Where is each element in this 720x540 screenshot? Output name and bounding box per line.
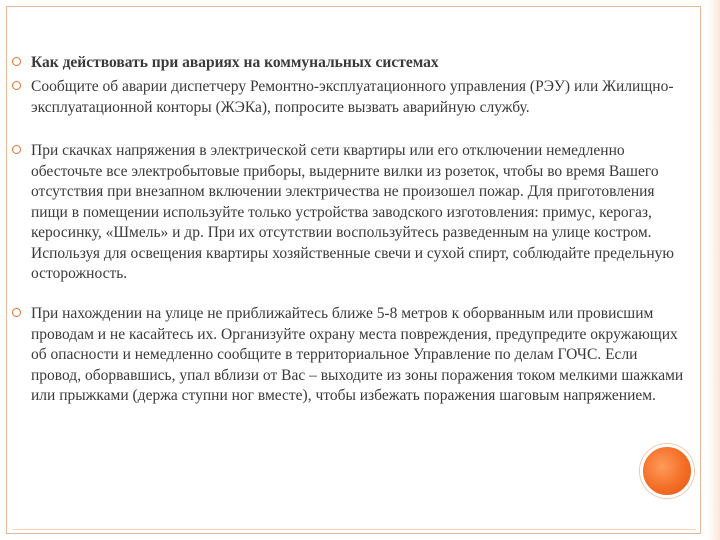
paragraph-report-accident: Сообщите об аварии диспетчеру Ремонтно-эксплуатационного управления (РЭУ) или Жилищно-эксплуатационной конторы (ЖЭКа), попросите вызвать аварийную службу. [31, 78, 674, 116]
slide-heading: Как действовать при авариях на коммунальных системах [31, 54, 439, 71]
bullet-circle-icon [12, 308, 21, 317]
slide-right-edge [708, 0, 720, 540]
bullet-circle-icon [12, 57, 21, 66]
paragraph-power-surge: При скачках напряжения в электрической сети квартиры или его отключении немедленно обесточьте все электробытовые приборы, выдерните вилки из розеток, чтобы во время Вашего отсутствия при внезапном включении электричества не произошел пожар. Для приготовления пищи в помещении используйте только устройства заводского изготовления: примус, керогаз, керосинку, «Шмель» и др. При их отсутствии воспользуйтесь разведенным на улице костром. Используя для освещения квартиры хозяйственные свечи и сухой спирт, соблюдайте предельную осторожность. [31, 142, 674, 282]
decorative-orange-circle [640, 444, 694, 498]
bullet-circle-icon [12, 81, 21, 90]
bullet-circle-icon [12, 145, 21, 154]
paragraph-broken-wires: При нахождении на улице не приближайтесь ближе 5-8 метров к оборванным или провисшим проводам и не касайтесь их. Организуйте охрану места повреждения, предупредите окружающих об опасности и немедленно сообщите в территориальное Управление по делам ГОЧС. Если провод, оборвавшись, упал вблизи от Вас – выходите из зоны поражения током мелкими шажками или прыжками (держа ступни ног вместе), чтобы избежать поражения шаговым напряжением. [31, 305, 684, 404]
